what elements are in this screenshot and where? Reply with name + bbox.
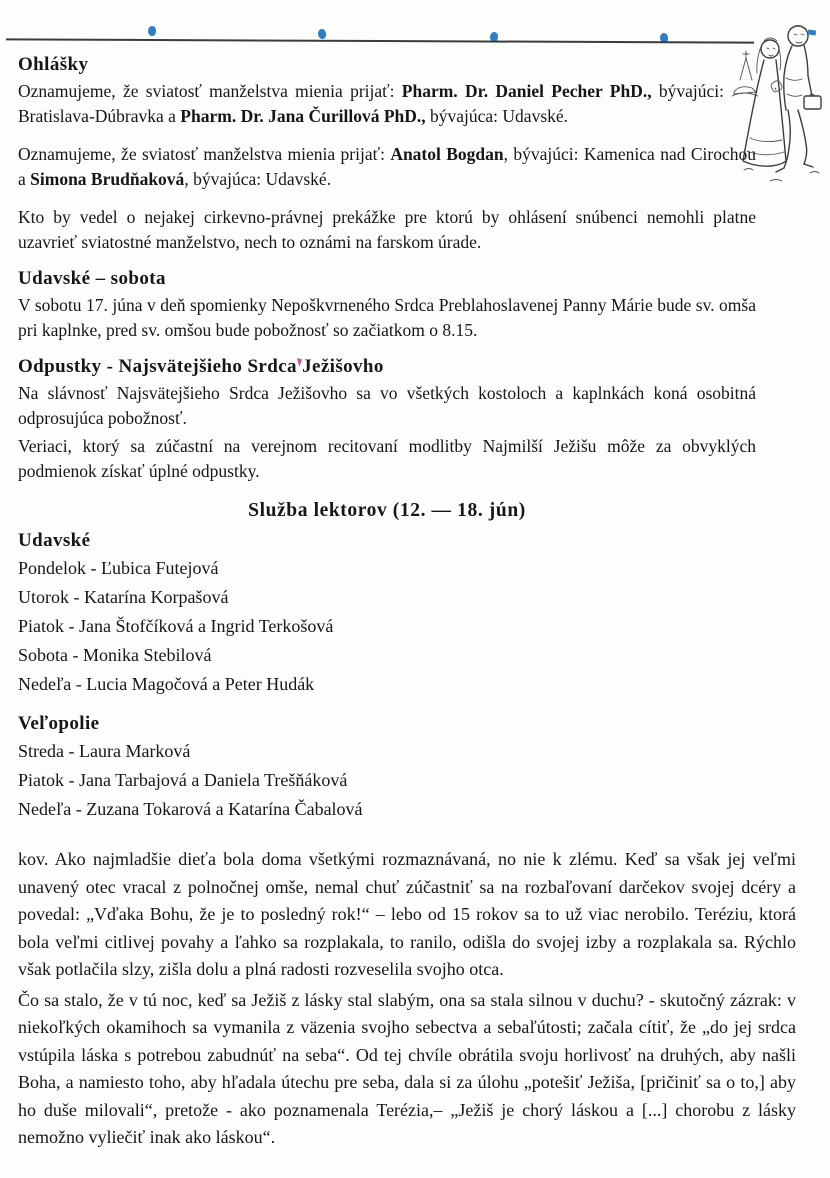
banns-text: , bývajúca: Udavské. [184, 169, 332, 189]
lector-line: Nedeľa - Lucia Magočová a Peter Hudák [18, 674, 315, 694]
bride-name: Pharm. Dr. Jana Čurillová PhD., [180, 106, 426, 126]
section-udavske-sobota [18, 268, 756, 343]
banns-text: , bývajúci: Kamenica nad Cirochou a [18, 144, 756, 189]
banns-text: bývajúci: Bratislava-Dúbravka a [18, 81, 724, 126]
section-lectors [18, 500, 796, 824]
section-heading-odpustky: Odpustky - Najsvätejšieho Srdca Ježišovho [18, 356, 384, 377]
banns-text: Oznamujeme, že sviatosť manželstva mienia prijať: [18, 144, 391, 164]
banns-text: Oznamujeme, že sviatosť manželstva mienia prijať: [18, 81, 402, 101]
lector-line: Sobota - Monika Stebilová [18, 645, 212, 665]
banns-paragraph-1 [18, 79, 724, 129]
banns-text: bývajúca: Udavské. [425, 106, 569, 126]
page-content [18, 46, 796, 1154]
section-story [18, 846, 796, 1152]
udavske-sobota-paragraph: V sobotu 17. júna v deň spomienky Nepoškvrneného Srdca Preblahoslavenej Panny Márie bude sv. omša pri kaplnke, pred sv. omšou bude pobožnosť so začiatkom o 8.15. [18, 295, 756, 340]
lectors-velopolie-heading: Veľopolie [18, 713, 100, 734]
lector-line: Piatok - Jana Tarbajová a Daniela Trešňáková [18, 770, 348, 790]
story-paragraph-2: Čo sa stalo, že v tú noc, keď sa Ježiš z lásky stal slabým, ona sa stala silnou v duchu? - skutočný zázrak: v niekoľkých okamihoch sa vymanila z väzenia svojho sebectva a sebaľútosti; začala cítiť, že „do jej srdca vstúpila láska s potrebou zabudnúť na seba“. Od tej chvíle obrátila svoju horlivosť na druhých, aby našli Boha, a namiesto toho, aby hľadala útechu pre seba, dala si za úlohu „potešiť Ježiša, [pričiniť sa o to,] aby ho duše milovali“, pretože - ako poznamenala Terézia,– „Ježiš je chorý láskou a [...] chorobu z lásky nemožno vyliečiť inak ako láskou“. [18, 989, 796, 1147]
lector-line: Utorok - Katarína Korpašová [18, 587, 229, 607]
impediment-notice: Kto by vedel o nejakej cirkevno-právnej prekážke pre ktorú by ohlásení snúbenci nemohli platne uzavrieť sviatostné manželstvo, nech to oznámi na farskom úrade. [18, 207, 756, 252]
blue-registration-dot [317, 29, 326, 40]
bride-name: Simona Brudňaková [30, 169, 185, 189]
lector-line: Streda - Laura Marková [18, 741, 191, 761]
lector-line: Nedeľa - Zuzana Tokarová a Katarína Čabalová [18, 799, 363, 819]
banns-paragraph-2 [18, 142, 756, 192]
section-odpustky [18, 356, 756, 484]
blue-registration-dot [147, 25, 156, 36]
groom-name: Pharm. Dr. Daniel Pecher PhD., [401, 81, 652, 101]
lectors-udavske-heading: Udavské [18, 530, 91, 551]
odpustky-paragraph-2: Veriaci, ktorý sa zúčastní na verejnom recitovaní modlitby Najmilší Ježišu môže za obvyklých podmienok získať úplné odpustky. [18, 436, 756, 481]
groom-name: Anatol Bogdan [390, 144, 504, 164]
section-heading-udavske-sobota: Udavské – sobota [18, 268, 166, 289]
section-heading-ohlasky: Ohlášky [18, 54, 89, 75]
lector-line: Piatok - Jana Štofčíková a Ingrid Terkošová [18, 616, 334, 636]
story-paragraph-1: kov. Ako najmladšie dieťa bola doma všetkými rozmaznávaná, no nie k zlému. Keď sa však jej veľmi unavený otec vracal z polnočnej omše, nemal chuť zúčastniť sa na rozbaľovaní darčekov svojej dcéry a povedal: „Vďaka Bohu, že je to posledný rok!“ – lebo od 15 rokov sa to už viac nerobilo. Teréziu, ktorá bola veľmi citlivej povahy a ľahko sa rozplakala, to ranilo, odišla do svojej izby a rozplakala sa. Rýchlo však potlačila slzy, zišla dolu a plná radosti rozveselila svojho otca. [18, 849, 796, 979]
odpustky-paragraph-1: Na slávnosť Najsvätejšieho Srdca Ježišovho sa vo všetkých kostoloch a kaplnkách koná osobitná odprosujúca pobožnosť. [18, 383, 756, 428]
horizontal-rule [6, 38, 754, 43]
lector-line: Pondelok - Ľubica Futejová [18, 558, 219, 578]
section-ohlasky [18, 54, 756, 255]
lectors-title: Služba lektorov (12. — 18. jún) [248, 500, 526, 521]
